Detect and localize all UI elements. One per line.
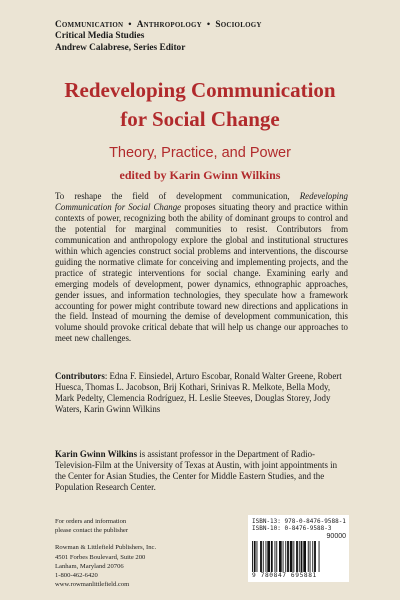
publisher-website: www.rowmanlittlefield.com: [55, 581, 130, 589]
bullet-separator: •: [128, 20, 132, 30]
contributors-label: Contributors: [55, 371, 105, 381]
barcode-addon: 90000: [326, 533, 346, 540]
barcode-icon: [252, 541, 346, 572]
contributors: [55, 371, 348, 415]
bio-text: is assistant professor in the Department of Radio-Television-Film at the University of Texas at Austin, with joint appointments in the Center for Asian Studies, the Center for Middle Eastern Studies, and the Population Research Center.: [55, 449, 338, 492]
orders-line1: For orders and information: [55, 518, 127, 525]
barcode-panel: [248, 515, 349, 582]
isbn10: ISBN-10: 0-8476-9588-3: [252, 525, 332, 532]
bullet-separator: •: [206, 20, 211, 30]
series-info: [55, 20, 355, 54]
description-part2: proposes situating theory and practice within contexts of power, recognizing both the ability of dominant groups to control and the potential for marginal communities to resist. Contributors from communication and anthropology explore the global and institutional structures within which agencies construct social problems and interventions, the discourse guiding the normative climate for conceiving and implementing projects, and the practice of strategic interventions for social change. Examining early and emerging models of development, power dynamics, ethnographic approaches, gender issues, and information technologies, they speculate how a framework accounting for power might contribute toward new directions and applications in the field. Instead of mourning the demise of development communication, this volume should provoke critical debate that will help us change our approaches to meet new challenges.: [55, 201, 348, 344]
discipline-sociology: Sociology: [215, 20, 262, 30]
editor-bio: [55, 449, 348, 493]
orders-line2: please contact the publisher: [55, 527, 129, 535]
description-part1: To reshape the field of development communication,: [55, 191, 300, 201]
book-subtitle: Theory, Practice, and Power: [109, 145, 291, 161]
publisher-address1: 4501 Forbes Boulevard, Suite 200: [55, 553, 146, 561]
contributors-names: : Edna F. Einsiedel, Arturo Escobar, Ronald Walter Greene, Robert Huesca, Thomas L. Jacobson, Brij Kothari, Srinivas R. Melkote, Bella Mody, Mark Pedelty, Clemencia Rodríguez, H. Leslie Steeves, Douglas Storey, Jody Waters, Karin Gwinn Wilkins: [55, 371, 342, 414]
order-info: [55, 517, 195, 589]
barcode-number: 9 780847 695881: [252, 572, 317, 579]
series-disciplines: [55, 20, 355, 31]
series-editor: Andrew Calabrese, Series Editor: [55, 42, 186, 53]
discipline-communication: Communication: [55, 20, 124, 30]
book-description: [55, 191, 348, 344]
publisher-address2: Lanham, Maryland 20706: [55, 562, 124, 570]
description-title-italic: Redeveloping Communication for Social Change: [55, 191, 348, 212]
discipline-anthropology: Anthropology: [136, 20, 202, 30]
isbn13: ISBN-13: 978-0-8476-9588-1: [252, 518, 346, 525]
spacer: [55, 535, 195, 543]
bio-name: Karin Gwinn Wilkins: [55, 449, 138, 459]
publisher-name: Rowman & Littlefield Publishers, Inc.: [55, 544, 157, 552]
series-name: Critical Media Studies: [55, 31, 145, 42]
book-title-line2: for Social Change: [120, 107, 280, 131]
book-editor: edited by Karin Gwinn Wilkins: [119, 168, 281, 182]
book-title-line1: Redeveloping Communication: [64, 78, 336, 102]
publisher-phone: 1-800-462-6420: [55, 572, 98, 580]
